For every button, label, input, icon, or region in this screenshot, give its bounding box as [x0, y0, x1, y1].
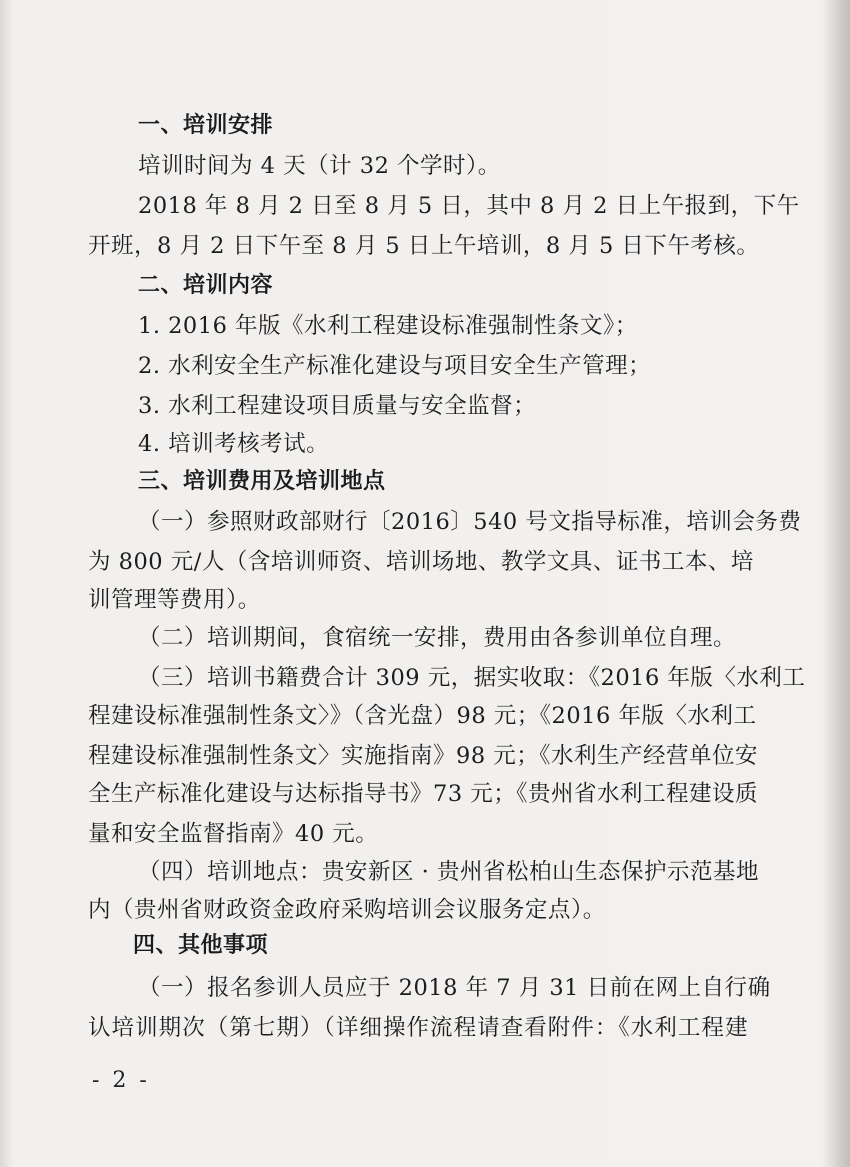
body-text-line: 培训时间为 4 天（计 32 个学时）。 — [138, 153, 501, 179]
section-heading: 四、其他事项 — [133, 933, 269, 958]
body-text-line: （一）报名参训人员应于 2018 年 7 月 31 日前在网上自行确 — [138, 975, 771, 1001]
page-number: - 2 - — [92, 1068, 150, 1093]
body-text-line: 内（贵州省财政资金政府采购培训会议服务定点）。 — [88, 897, 606, 923]
body-text-line: 量和安全监督指南》40 元。 — [88, 821, 379, 847]
body-text-line: 4. 培训考核考试。 — [138, 431, 330, 457]
body-text-line: 2018 年 8 月 2 日至 8 月 5 日，其中 8 月 2 日上午报到，下午 — [138, 193, 800, 219]
body-text-line: 认培训期次（第七期）（详细操作流程请查看附件：《水利工程建 — [88, 1015, 748, 1041]
body-text-line: 1. 2016 年版《水利工程建设标准强制性条文》； — [138, 313, 638, 339]
body-text-line: （一）参照财政部财行〔2016〕540 号文指导标准，培训会务费 — [138, 509, 802, 535]
body-text-line: 2. 水利安全生产标准化建设与项目安全生产管理； — [138, 353, 652, 379]
body-text-line: （四）培训地点：贵安新区 · 贵州省松柏山生态保护示范基地 — [138, 859, 759, 885]
scan-edge-shadow — [824, 0, 850, 1167]
section-heading: 三、培训费用及培训地点 — [138, 469, 386, 494]
body-text-line: （三）培训书籍费合计 309 元，据实收取：《2016 年版〈水利工 — [138, 665, 806, 691]
body-text-line: 全生产标准化建设与达标指导书》73 元；《贵州省水利工程建设质 — [88, 781, 759, 807]
body-text-line: 为 800 元/人（含培训师资、培训场地、教学文具、证书工本、培 — [88, 549, 754, 575]
section-heading: 二、培训内容 — [138, 273, 274, 298]
body-text-line: 训管理等费用）。 — [88, 587, 261, 613]
body-text-line: 程建设标准强制性条文〉实施指南》98 元；《水利生产经营单位安 — [88, 743, 759, 769]
body-text-line: （二）培训期间，食宿统一安排，费用由各参训单位自理。 — [138, 625, 737, 651]
section-heading: 一、培训安排 — [138, 113, 274, 138]
body-text-line: 3. 水利工程建设项目质量与安全监督； — [138, 393, 537, 419]
body-text-line: 开班，8 月 2 日下午至 8 月 5 日上午培训，8 月 5 日下午考核。 — [88, 233, 760, 259]
body-text-line: 程建设标准强制性条文〉》（含光盘）98 元；《2016 年版〈水利工 — [88, 703, 757, 729]
